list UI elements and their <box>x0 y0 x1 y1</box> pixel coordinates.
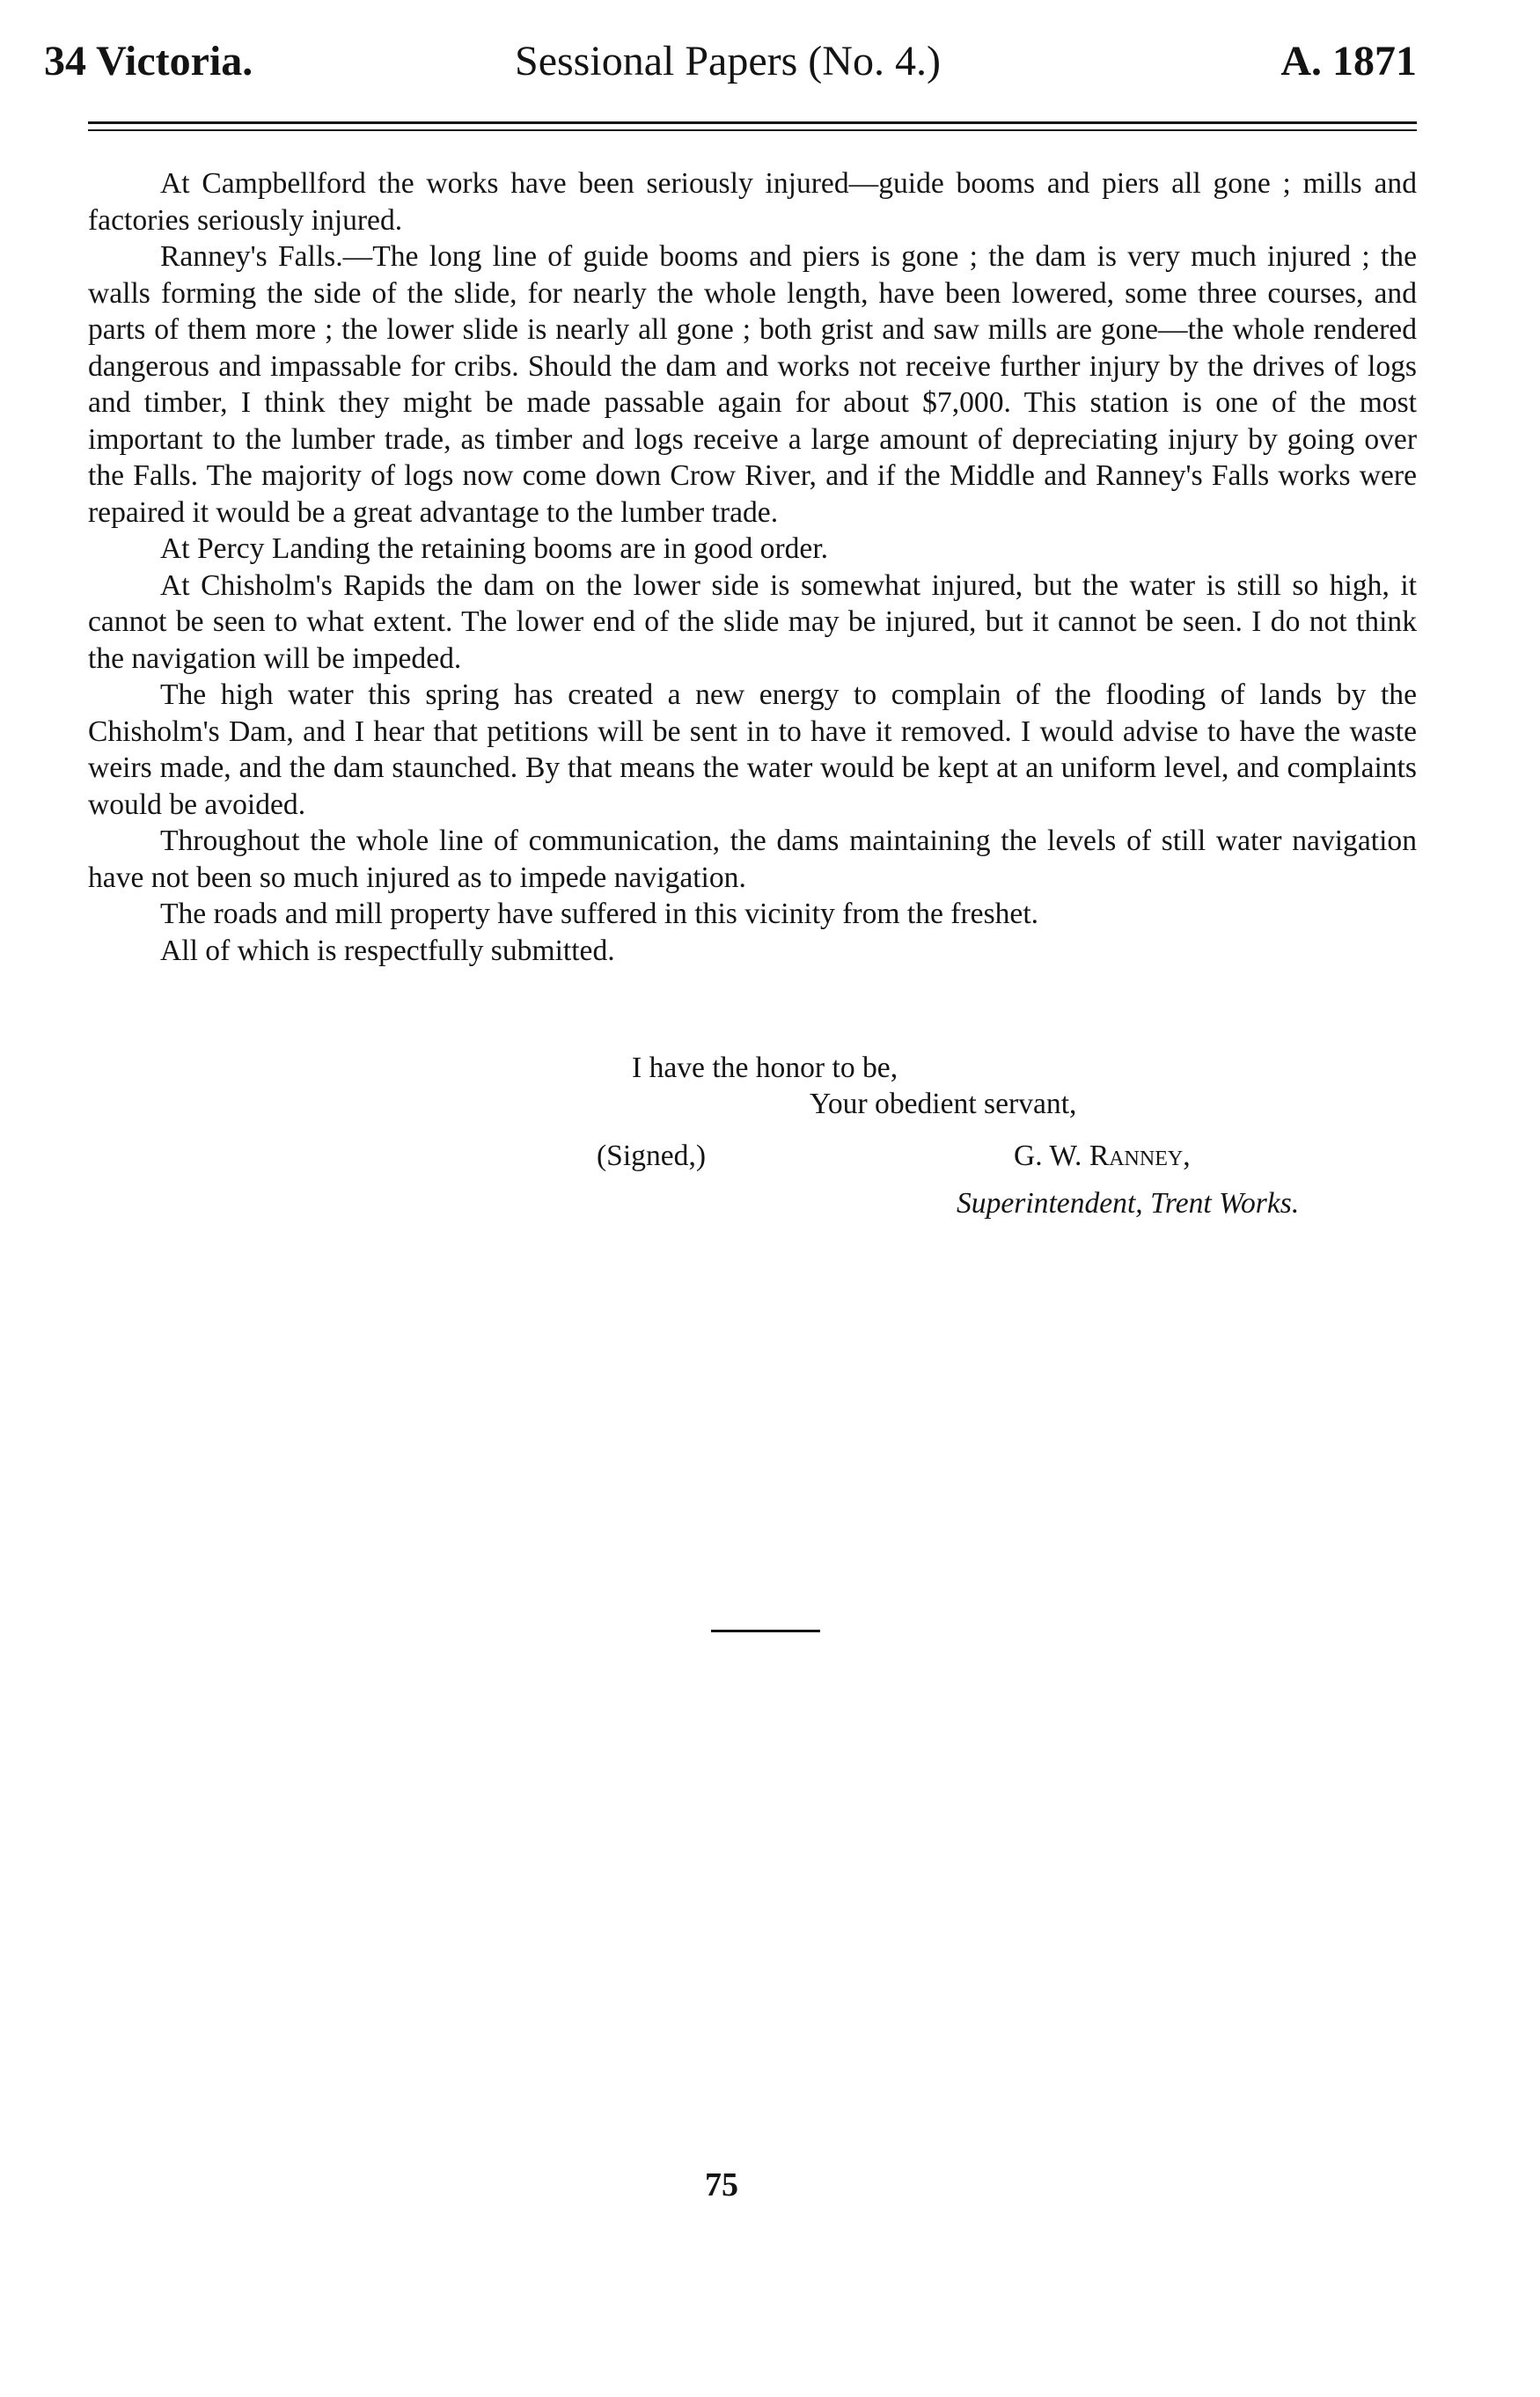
page-header <box>44 35 1417 97</box>
closing-servant: Your obedient servant, <box>810 1088 1077 1120</box>
paragraph-high-water: The high water this spring has created a new energy to complain of the flooding of lands by the Chisholm's Dam, and I hear that petitions will be sent in to have it removed. I would advise to have the waste weirs made, and the dam staunched. By that means the water would be kept at an uniform level, and complaints would be avoided. <box>88 678 1417 821</box>
paragraph-percy-landing: At Percy Landing the retaining booms are in good order. <box>160 532 829 565</box>
paragraph-campbellford: At Campbellford the works have been seriously injured—guide booms and piers all gone ; mills and factories seriously injured. <box>88 167 1417 237</box>
page-number: 75 <box>705 2166 738 2203</box>
closing-honor: I have the honor to be, <box>632 1052 898 1084</box>
paragraph-roads: The roads and mill property have suffered in this vicinity from the freshet. <box>160 898 1039 930</box>
signature-title: Superintendent, Trent Works. <box>957 1187 1300 1220</box>
closing-signed: (Signed,) <box>597 1140 707 1172</box>
header-volume: 34 Victoria. <box>44 38 253 84</box>
header-rule-thin <box>88 129 1417 131</box>
header-title: Sessional Papers (No. 4.) <box>515 38 941 84</box>
header-rule-thick <box>88 121 1417 124</box>
paragraph-submitted: All of which is respectfully submitted. <box>160 934 615 967</box>
section-divider <box>711 1630 820 1632</box>
paragraph-ranneys-falls: Ranney's Falls.—The long line of guide booms and piers is gone ; the dam is very much injured ; the walls forming the side of the slide, for nearly the whole length, have been lowered, some three courses, and parts of them more ; the lower slide is nearly all gone ; both grist and saw mills are gone—the whole rendered dangerous and impassable for cribs. Should the dam and works not receive further injury by the drives of logs and timber, I think they might be made passable again for about $7,000. This station is one of the most important to the lumber trade, as timber and logs receive a large amount of depreciating injury by going over the Falls. The majority of logs now come down Crow River, and if the Middle and Ranney's Falls works were repaired it would be a great advantage to the lumber trade. <box>88 240 1417 529</box>
paragraph-chisholms-rapids: At Chisholm's Rapids the dam on the lower side is somewhat injured, but the water is still so high, it cannot be seen to what extent. The lower end of the slide may be injured, but it cannot be seen. I do not think the navigation will be impeded. <box>88 568 1417 675</box>
signature-name: G. W. Ranney, <box>1014 1140 1191 1172</box>
paragraph-communication: Throughout the whole line of communication, the dams maintaining the levels of still water navigation have not been so much injured as to impede navigation. <box>88 825 1417 894</box>
header-year: A. 1871 <box>1280 38 1417 84</box>
body-text <box>88 165 1417 969</box>
